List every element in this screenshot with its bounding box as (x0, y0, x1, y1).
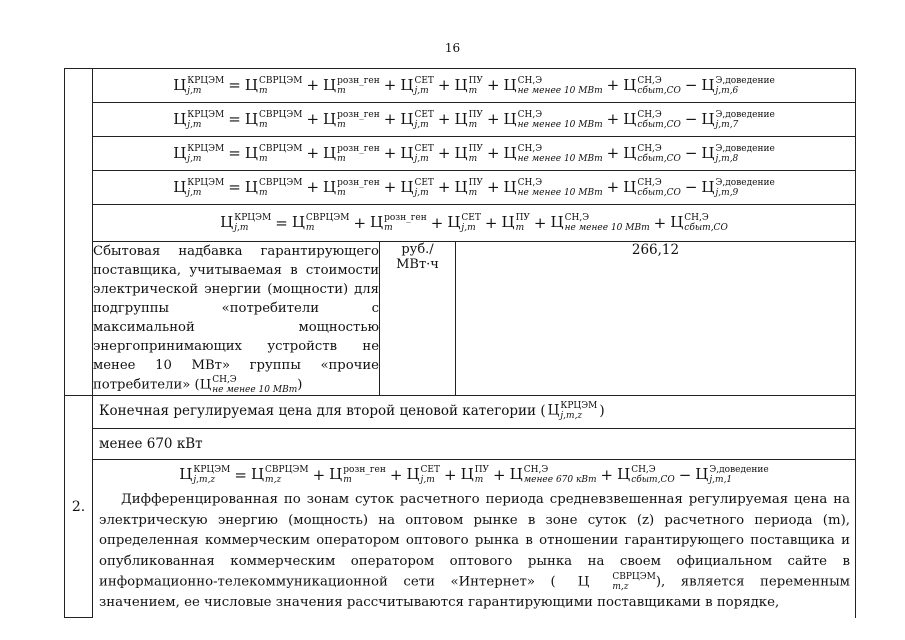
formula-term: Ц ПУ m (460, 465, 490, 485)
formula-lhs: Ц КРЦЭМ j,m (173, 109, 225, 130)
formula-m8 (93, 137, 855, 170)
formula-row (65, 171, 856, 205)
formula-operator: + (606, 178, 620, 196)
formula-term: Ц ПУ m (454, 143, 483, 164)
formula-term: Ц СВРЦЭМ m (244, 143, 303, 164)
tariff-table (64, 68, 856, 618)
formula-term: Ц ПУ m (501, 213, 530, 233)
formula-term: Ц СЕТ j,m (400, 177, 434, 198)
formula-term: Ц СЕТ j,m (400, 109, 434, 130)
section2-title-row (65, 396, 856, 429)
row-number-cell (65, 69, 93, 396)
formula-operator: + (484, 213, 498, 232)
formula-term: Ц Э,доведение j,m,1 (695, 465, 769, 485)
markup-row (65, 242, 856, 396)
formula-operator: + (486, 110, 500, 128)
formula-operator: + (430, 213, 444, 232)
formula-term: Ц ПУ m (454, 177, 483, 198)
formula-operator: + (533, 213, 547, 232)
formula-term: Ц ПУ m (454, 109, 483, 130)
formula-lhs: Ц КРЦЭМ j,m (173, 75, 225, 96)
formula-term: Ц СН,Э сбыт,СО (617, 465, 675, 485)
formula-row (65, 69, 856, 103)
formula-operator: = (275, 213, 288, 232)
formula-operator: + (312, 465, 326, 484)
formula-term: Ц СВРЦЭМ m (244, 75, 303, 96)
formula-operator: + (437, 110, 451, 128)
formula-operator: + (606, 144, 620, 162)
formula-operator: − (684, 76, 698, 94)
formula-row (65, 205, 856, 242)
formula-term: Ц СЕТ j,m (406, 465, 441, 485)
formula-term: Ц СН,Э не менее 10 МВт (503, 75, 603, 96)
formula-term: Ц СН,Э сбыт,СО (623, 177, 681, 198)
markup-symbol: Ц СН,Э не менее 10 МВт (199, 375, 298, 395)
formula-operator: + (606, 110, 620, 128)
formula-lhs: Ц КРЦЭМ j,m (173, 177, 225, 198)
formula-row (65, 137, 856, 171)
formula-lhs: Ц КРЦЭМ j,m,z (179, 465, 231, 485)
formula-term: Ц СВРЦЭМ m,z (250, 465, 309, 485)
formula-operator: − (684, 110, 698, 128)
formula-term: Ц СВРЦЭМ m (291, 213, 350, 233)
formula-operator: = (228, 76, 241, 94)
formula-operator: = (234, 465, 247, 484)
formula-term: Ц СЕТ j,m (447, 213, 481, 233)
formula-operator: + (437, 144, 451, 162)
unit-cell: руб./МВт·ч (380, 242, 456, 396)
formula-m9 (93, 171, 855, 204)
formula-operator: + (353, 213, 367, 232)
formula-term: Ц розн_ген m (323, 109, 380, 130)
formula-m6 (93, 69, 855, 102)
formula-term: Ц ПУ m (454, 75, 483, 96)
para-symbol: Ц СВРЦЭМ m,z (577, 572, 656, 592)
formula-operator: + (486, 76, 500, 94)
formula-operator: + (493, 465, 506, 484)
formula-operator: + (606, 76, 620, 94)
formula-operator: + (437, 178, 451, 196)
formula-operator: + (653, 213, 667, 232)
section2-subrow (65, 429, 856, 460)
formula-operator: = (228, 144, 241, 162)
formula-term: Ц СВРЦЭМ m (244, 177, 303, 198)
formula-operator: − (678, 465, 692, 484)
formula-term: Ц СВРЦЭМ m (244, 109, 303, 130)
formula-operator: = (228, 110, 241, 128)
formula-operator: + (486, 178, 500, 196)
formula-operator: + (383, 110, 397, 128)
formula-lhs: Ц КРЦЭМ j,m (220, 213, 272, 233)
formula-operator: + (306, 76, 320, 94)
formula-operator: = (228, 178, 241, 196)
formula-operator: − (684, 144, 698, 162)
formula-term: Ц СН,Э сбыт,СО (623, 109, 681, 130)
section2-paragraph: Дифференцированная по зонам суток расчетного периода средневзвешенная регулируемая цена на электрическую энергию (мощность) на оптовом рынке в зоне суток (z) расчетного периода (m), определенная коммерческим оператором оптового рынка в отношении гарантирующего поставщика и опубликованная коммерческим оператором оптового рынка на своем официальном сайте в информационно-телекоммуникационной сети «Интернет» ( Ц СВРЦЭМ m,z ), является переменным значением, ее числовые значения рассчитываются гарантирующими поставщиками в порядке, (99, 492, 850, 610)
formula-row (65, 103, 856, 137)
formula-term: Ц СН,Э сбыт,СО (670, 213, 728, 233)
section-number: 2. (65, 396, 93, 618)
formula-section2 (93, 460, 855, 490)
formula-term: Ц Э,доведение j,m,8 (701, 143, 775, 164)
formula-lhs: Ц КРЦЭМ j,m (173, 143, 225, 164)
formula-term: Ц розн_ген m (323, 75, 380, 96)
formula-term: Ц розн_ген m (323, 177, 380, 198)
formula-term: Ц СН,Э менее 670 кВт (509, 465, 597, 485)
formula-term: Ц СЕТ j,m (400, 143, 434, 164)
formula-term: Ц СН,Э не менее 10 МВт (503, 109, 603, 130)
page-number: 16 (444, 41, 461, 55)
formula-operator: + (600, 465, 614, 484)
formula-operator: − (684, 178, 698, 196)
formula-operator: + (383, 144, 397, 162)
formula-term: Ц розн_ген m (329, 465, 386, 485)
capacity-label: менее 670 кВт (93, 429, 856, 460)
formula-term: Ц розн_ген m (370, 213, 427, 233)
formula-base (93, 205, 855, 241)
formula-operator: + (389, 465, 403, 484)
formula-operator: + (306, 144, 320, 162)
formula-term: Ц СН,Э не менее 10 МВт (550, 213, 650, 233)
formula-operator: + (437, 76, 451, 94)
formula-term: Ц Э,доведение j,m,6 (701, 75, 775, 96)
formula-operator: + (383, 178, 397, 196)
formula-term: Ц СН,Э не менее 10 МВт (503, 143, 603, 164)
value-cell: 266,12 (456, 242, 856, 396)
formula-operator: + (486, 144, 500, 162)
formula-term: Ц СЕТ j,m (400, 75, 434, 96)
formula-operator: + (444, 465, 457, 484)
formula-operator: + (306, 110, 320, 128)
formula-term: Ц СН,Э сбыт,СО (623, 143, 681, 164)
formula-term: Ц Э,доведение j,m,9 (701, 177, 775, 198)
formula-term: Ц розн_ген m (323, 143, 380, 164)
formula-m7 (93, 103, 855, 136)
markup-description: Сбытовая надбавка гарантирующего поставщика, учитываемая в стоимости электрической энергии (мощности) для подгруппы «потребители с максимальной мощностью энергопринимающих устройств не менее 10 МВт» группы «прочие потребители» (Ц СН,Э не менее 10 МВт ) (93, 244, 379, 395)
formula-term: Ц СН,Э не менее 10 МВт (503, 177, 603, 198)
markup-description-cell (93, 242, 380, 396)
formula-term: Ц Э,доведение j,m,7 (701, 109, 775, 130)
formula-operator: + (383, 76, 397, 94)
formula-term: Ц СН,Э сбыт,СО (623, 75, 681, 96)
section2-title: Конечная регулируемая цена для второй ценовой категории ( Ц КРЦЭМ j,m,z ) (99, 401, 605, 421)
section2-formula-row (65, 460, 856, 618)
formula-operator: + (306, 178, 320, 196)
